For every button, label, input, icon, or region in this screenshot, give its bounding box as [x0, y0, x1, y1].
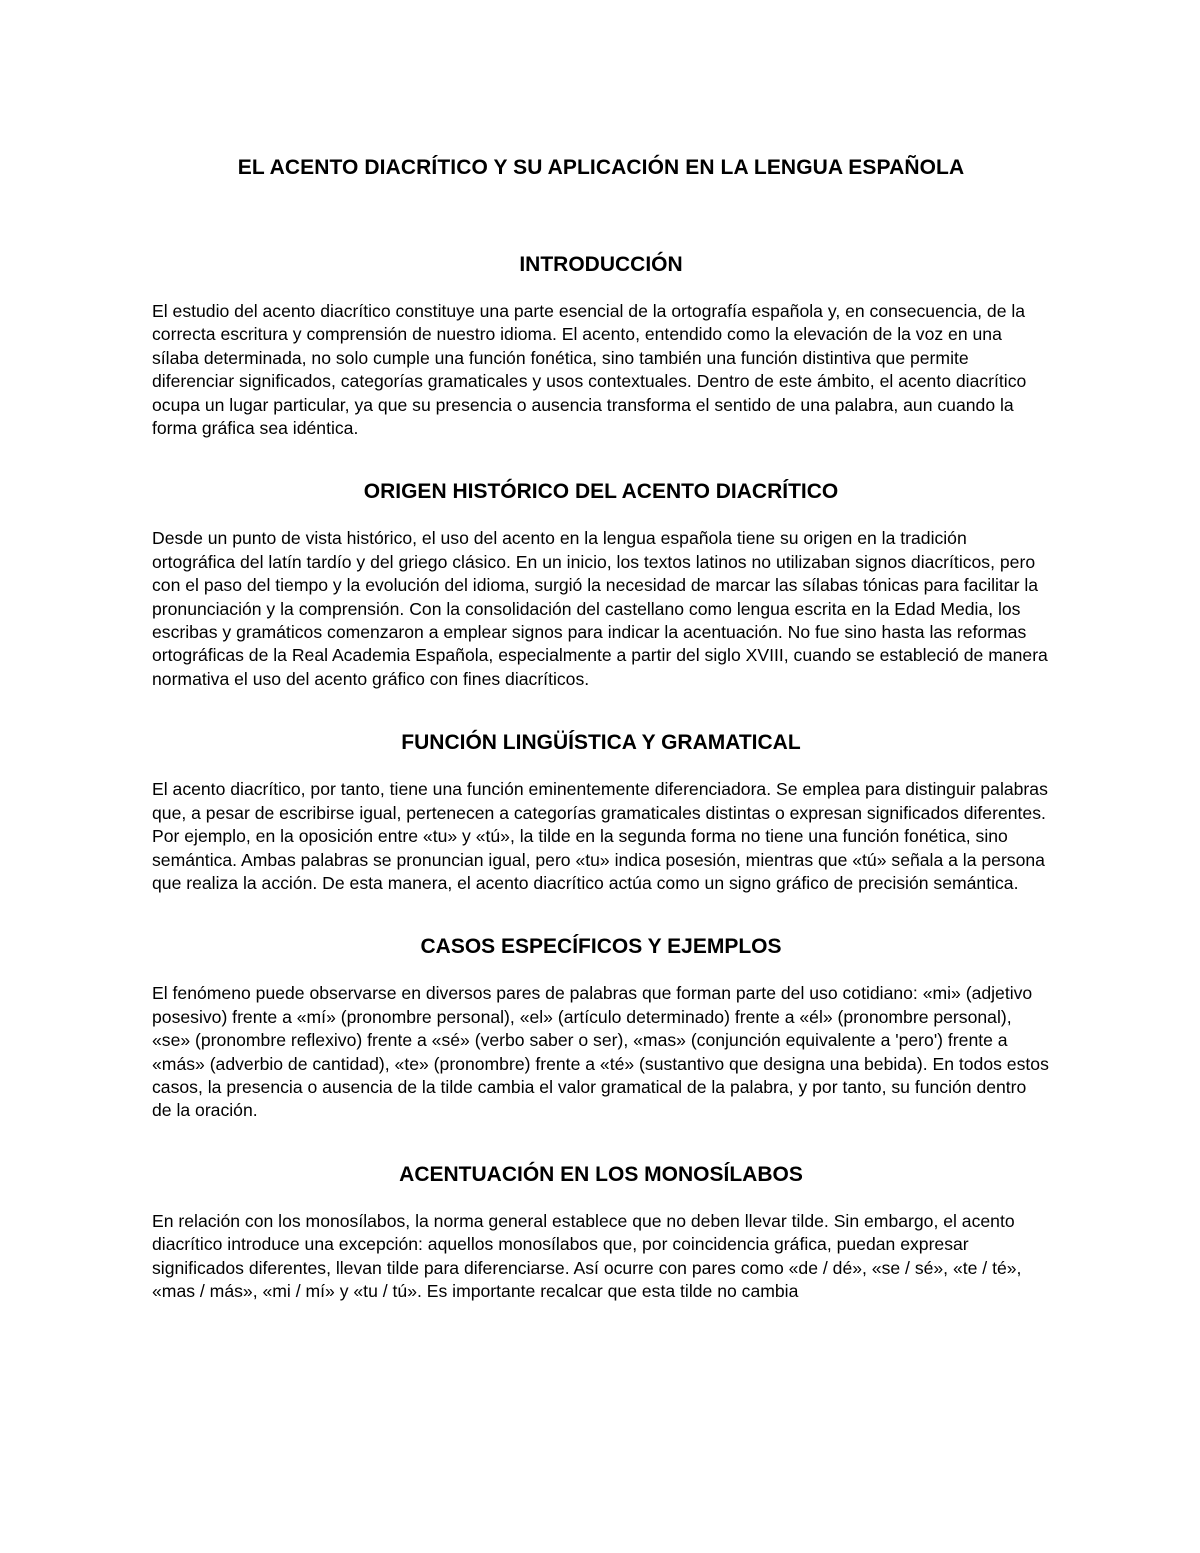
- section-casos-especificos: [152, 929, 1050, 1122]
- section-heading: ORIGEN HISTÓRICO DEL ACENTO DIACRÍTICO: [363, 480, 839, 504]
- section-paragraph: Desde un punto de vista histórico, el uso del acento en la lengua española tiene su origen en la tradición ortográfica del latín tardío y del griego clásico. En un inicio, los textos latinos no utilizaban signos diacríticos, pero con el paso del tiempo y la evolución del idioma, surgió la necesidad de marcar las sílabas tónicas para facilitar la pronunciación y la comprensión. Con la consolidación del castellano como lengua escrita en la Edad Media, los escribas y gramáticos comenzaron a emplear signos para indicar la acentuación. No fue sino hasta las reformas ortográficas de la Real Academia Española, especialmente a partir del siglo XVIII, cuando se estableció de manera normativa el uso del acento gráfico con fines diacríticos.: [152, 528, 1048, 689]
- section-heading: INTRODUCCIÓN: [519, 253, 683, 276]
- document-content: [152, 150, 1050, 1303]
- section-origen-historico: [152, 474, 1050, 691]
- section-paragraph: En relación con los monosílabos, la norma general establece que no deben llevar tilde. Sin embargo, el acento diacrítico introduce una excepción: aquellos monosílabos que, por coincidencia gráfica, puedan expresar significados diferentes, llevan tilde para diferenciarse. Así ocurre con pares como «de / dé», «se / sé», «te / té», «mas / más», «mi / mí» y «tu / tú». Es importante recalcar que esta tilde no cambia: [152, 1210, 1022, 1301]
- section-introduccion: [152, 247, 1050, 440]
- section-paragraph: El acento diacrítico, por tanto, tiene una función eminentemente diferenciadora. Se emplea para distinguir palabras que, a pesar de escribirse igual, pertenecen a categorías gramaticales distintas o expresan significados diferentes. Por ejemplo, en la oposición entre «tu» y «tú», la tilde en la segunda forma no tiene una función fonética, sino semántica. Ambas palabras se pronuncian igual, pero «tu» indica posesión, mientras que «tú» señala a la persona que realiza la acción. De esta manera, el acento diacrítico actúa como un signo gráfico de precisión semántica.: [152, 779, 1048, 893]
- section-heading: ACENTUACIÓN EN LOS MONOSÍLABOS: [399, 1162, 803, 1186]
- section-paragraph: El estudio del acento diacrítico constituye una parte esencial de la ortografía española y, en consecuencia, de la correcta escritura y comprensión de nuestro idioma. El acento, entendido como la elevación de la voz en una sílaba determinada, no solo cumple una función fonética, sino también una función distintiva que permite diferenciar significados, categorías gramaticales y usos contextuales. Dentro de este ámbito, el acento diacrítico ocupa un lugar particular, ya que su presencia o ausencia transforma el sentido de una palabra, aun cuando la forma gráfica sea idéntica.: [152, 301, 1027, 439]
- section-heading: FUNCIÓN LINGÜÍSTICA Y GRAMATICAL: [401, 731, 801, 755]
- section-paragraph: El fenómeno puede observarse en diversos pares de palabras que forman parte del uso cotidiano: «mi» (adjetivo posesivo) frente a «mí» (pronombre personal), «el» (artículo determinado) frente a «él» (pronombre personal), «se» (pronombre reflexivo) frente a «sé» (verbo saber o ser), «mas» (conjunción equivalente a 'pero') frente a «más» (adverbio de cantidad), «te» (pronombre) frente a «té» (sustantivo que designa una bebida). En todos estos casos, la presencia o ausencia de la tilde cambia el valor gramatical de la palabra, y por tanto, su función dentro de la oración.: [152, 983, 1049, 1121]
- section-heading: CASOS ESPECÍFICOS Y EJEMPLOS: [420, 935, 782, 959]
- document-title: EL ACENTO DIACRÍTICO Y SU APLICACIÓN EN LA LENGUA ESPAÑOLA: [237, 156, 965, 179]
- section-funcion-linguistica: [152, 725, 1050, 895]
- section-monosilabos: [152, 1157, 1050, 1304]
